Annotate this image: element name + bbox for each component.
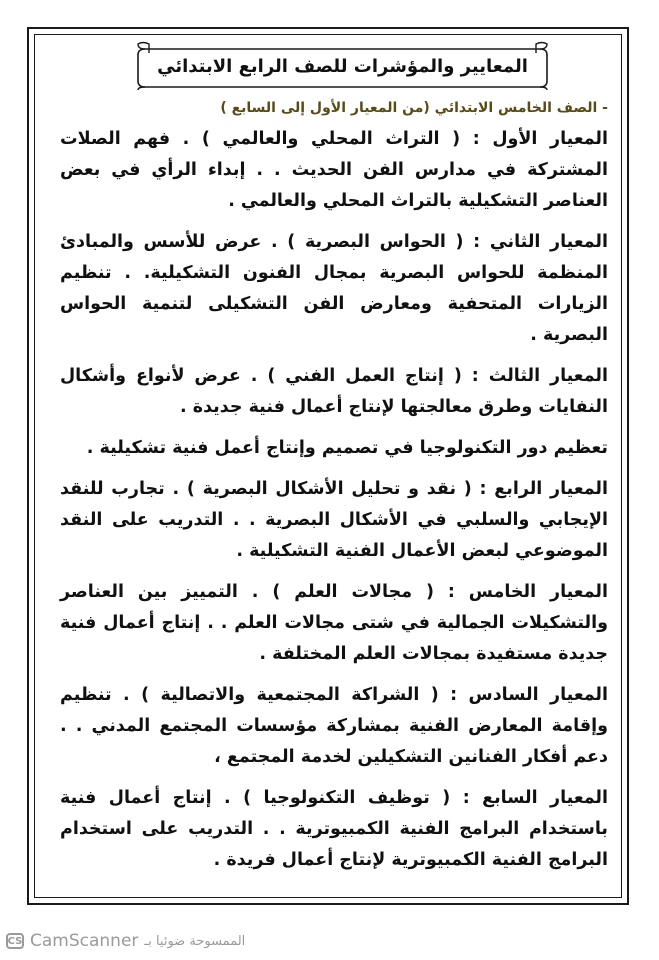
scanned-with-label: الممسوحة ضوئيا بـ [144,933,246,949]
camscanner-watermark [6,928,245,954]
standard-4: المعيار الرابع : ( نقد و تحليل الأشكال البصرية ) . تجارب للنقد الإيجابي والسلبي في الأشكال البصرية . . التدريب على النقد الموضوعي لبعض الأعمال الفنية التشكيلية . [60,479,608,561]
page-title: المعايير والمؤشرات للصف الرابع الابتدائي [157,55,528,77]
standard-1: المعيار الأول : ( التراث المحلي والعالمي ) . فهم الصلات المشتركة في مدارس الفن الحديث . . إبداء الرأي في بعض العناصر التشكيلية بالتراث المحلي والعالمي . [60,129,608,211]
camscanner-brand: CamScanner [30,931,139,951]
standard-7: المعيار السابع : ( توظيف التكنولوجيا ) . إنتاج أعمال فنية باستخدام البرامج الفنية الكمبيوترية . . التدريب على استخدام البرامج الفنية الكمبيوترية لإنتاج أعمال فريدة . [60,788,608,870]
title-banner [135,41,550,91]
grade-subtitle: - الصف الخامس الابتدائي (من المعيار الأول إلى السابع ) [220,100,608,116]
camscanner-logo-icon: CS [6,933,24,949]
technology-role-note: تعظيم دور التكنولوجيا في تصميم وإنتاج أعمل فنية تشكيلية . [86,438,608,458]
standard-5: المعيار الخامس : ( مجالات العلم ) . التمييز بين العناصر والتشكيلات الجمالية في شتى مجالات العلم . . إنتاج أعمال فنية جديدة مستفيدة بمجالات العلم المختلفة . [60,582,608,664]
standard-6: المعيار السادس : ( الشراكة المجتمعية والاتصالية ) . تنظيم وإقامة المعارض الفنية بمشاركة مؤسسات المجتمع المدني . . دعم أفكار الفنانين التشكيلين لخدمة المجتمع ، [60,685,608,767]
standards-content [60,98,608,886]
standard-3: المعيار الثالث : ( إنتاج العمل الفني ) . عرض لأنواع وأشكال النفايات وطرق معالجتها لإنتاج أعمال فنية جديدة . [60,366,608,417]
standard-2: المعيار الثاني : ( الحواس البصرية ) . عرض للأسس والمبادئ المنظمة للحواس البصرية بمجال الفنون التشكيلية. . تنظيم الزيارات المتحفية ومعارض الفن التشكيلى لتنمية الحواس البصرية . [60,232,608,345]
